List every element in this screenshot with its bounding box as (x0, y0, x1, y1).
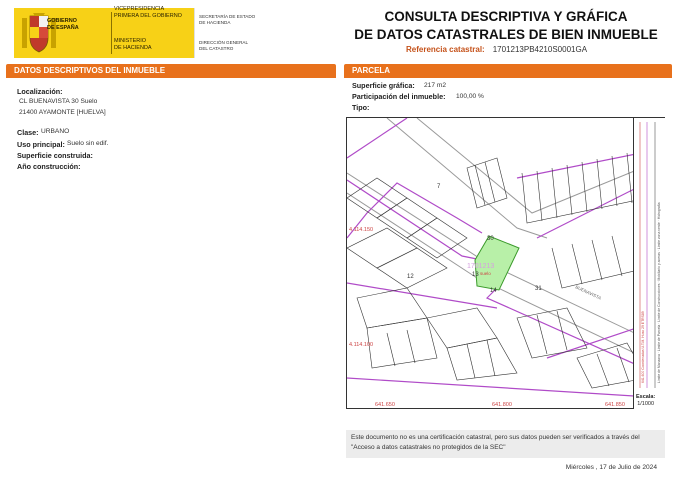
parcel-sub-label: suelo (480, 271, 491, 276)
title-line-2: DE DATOS CATASTRALES DE BIEN INMUEBLE (354, 27, 658, 42)
coord-left-2: 4.114.100 (349, 342, 374, 348)
coord-bottom-2: 641.800 (492, 402, 512, 408)
address-line-2: 21400 AYAMONTE [HUELVA] (19, 109, 106, 116)
scale-value: 1/1000 (637, 400, 655, 407)
superficie-grafica-value: 217 m2 (424, 82, 446, 89)
participacion-label: Participación del inmueble: (352, 92, 446, 101)
parcel-id-label: 1701213 (467, 263, 495, 270)
superficie-grafica-label: Superficie gráfica: (352, 81, 415, 90)
coord-bottom-3: 641.850 (605, 402, 625, 408)
address-line-1: CL BUENAVISTA 30 Suelo (19, 98, 98, 105)
clase-label: Clase: (17, 128, 39, 137)
map-drawing (347, 118, 665, 409)
scale-label: Escala: (636, 394, 656, 400)
uso-label: Uso principal: (17, 140, 65, 149)
map-legend (633, 118, 665, 409)
street-name-label: BUENAVISTA (574, 284, 602, 301)
page-title (346, 8, 666, 44)
participacion-value: 100,00 % (456, 93, 484, 100)
reference-line (406, 45, 587, 54)
section-bar-descriptive: DATOS DESCRIPTIVOS DEL INMUEBLE (6, 64, 336, 77)
title-line-1: CONSULTA DESCRIPTIVA Y GRÁFICA (384, 9, 628, 24)
ministry-label: MINISTERIO DE HACIENDA (114, 38, 152, 51)
ref-value: 1701213PB4210S0001GA (492, 45, 588, 54)
legend-drawing (634, 118, 666, 388)
gov-label: GOBIERNO DE ESPAÑA (47, 18, 79, 31)
direction-label: DIRECCIÓN GENERAL DEL CATASTRO (199, 40, 249, 51)
document-date: Miércoles , 17 de Julio de 2024 (565, 464, 657, 471)
legend-text: Límite de Manzana · Límite de Parcela · Límite de Construcciones · Mobiliario y aceras · Límite zona verde · Hidrografía (657, 202, 661, 383)
map-number-31: 31 (535, 286, 542, 292)
superficie-construida-label: Superficie construida: (17, 151, 93, 160)
map-number-13: 13 (472, 272, 479, 278)
map-number-14: 14 (490, 288, 497, 294)
logo-separator (111, 12, 112, 54)
map-number-7: 7 (437, 184, 441, 190)
map-number-30: 30 (487, 236, 494, 242)
section-bar-line-right (344, 77, 672, 78)
verification-notice: Este documento no es una certificación catastral, pero sus datos pueden ser verificados a través del "Acceso a datos catastrales no protegidos de la SEC" (346, 430, 665, 458)
map-number-12: 12 (407, 274, 414, 280)
section-bar-line-left (6, 77, 336, 78)
coord-left-1: 4.114.150 (349, 227, 374, 233)
ano-construccion-label: Año construcción: (17, 162, 81, 171)
localizacion-label: Localización: (17, 87, 63, 96)
section-bar-parcel: PARCELA (344, 64, 672, 77)
map-scale (636, 394, 655, 407)
vice-label: VICEPRESIDENCIA PRIMERA DEL GOBIERNO (114, 6, 182, 19)
secretary-label: SECRETARÍA DE ESTADO DE HACIENDA (199, 14, 256, 25)
uso-value: Suelo sin edif. (67, 140, 109, 147)
cadastral-map[interactable] (346, 117, 665, 409)
ref-label: Referencia catastral: (406, 45, 485, 54)
clase-value: URBANO (41, 128, 70, 135)
tipo-label: Tipo: (352, 103, 370, 112)
coord-bottom-1: 641.650 (375, 402, 395, 408)
legend-coord-note: 641.600 Coordenadas U.T.M. Huso 29 ETRS89 (641, 311, 645, 383)
